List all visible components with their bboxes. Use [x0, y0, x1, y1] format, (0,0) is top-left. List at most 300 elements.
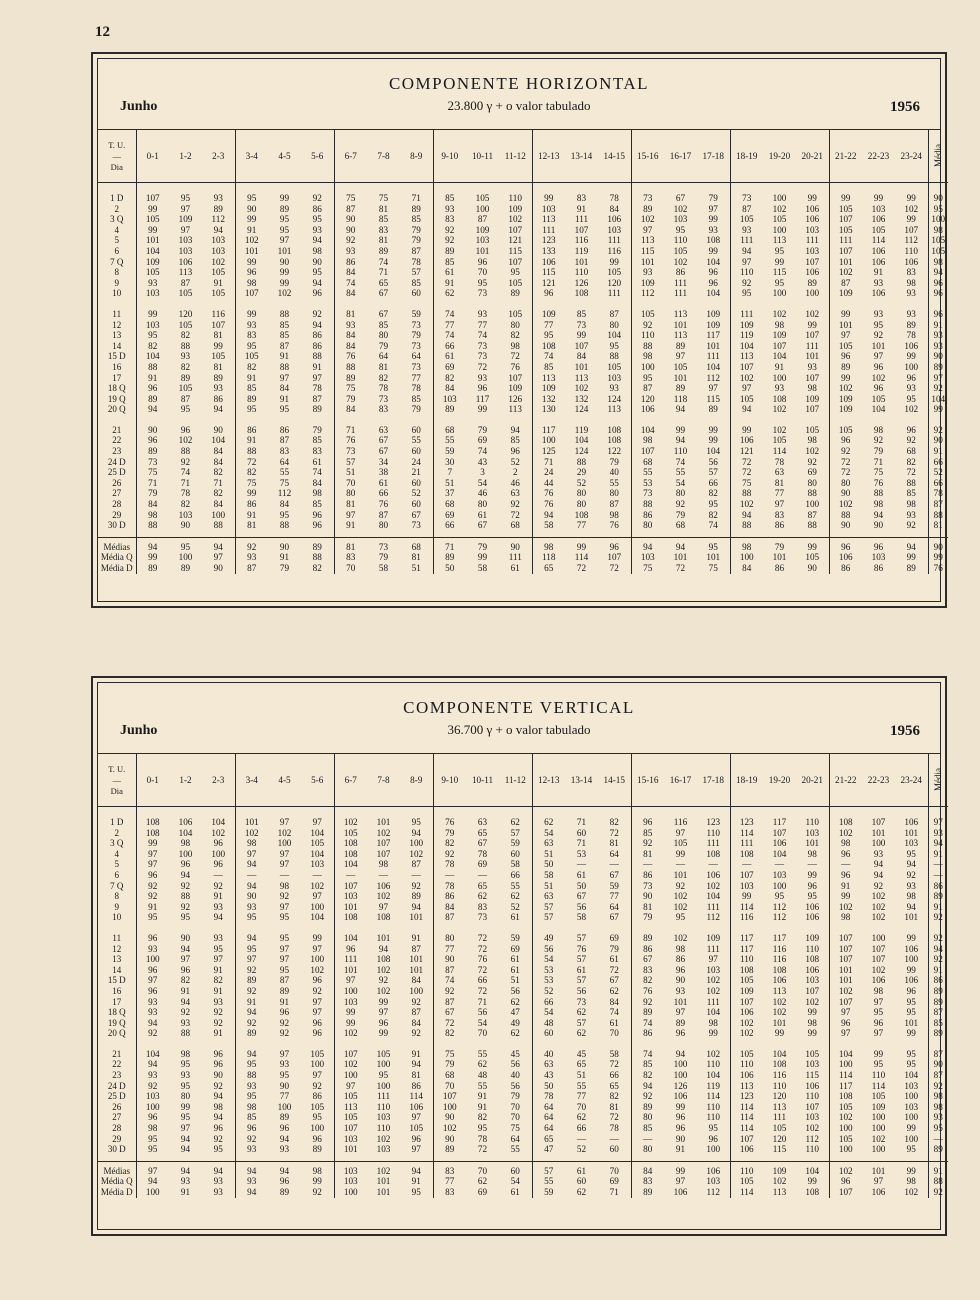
day-label: 19 Q	[107, 1017, 126, 1028]
value-cell: 82	[180, 361, 191, 372]
hour-column-header: 9-10	[433, 754, 466, 807]
value-cell: 90	[136, 425, 169, 436]
value-cell: 87	[312, 393, 322, 404]
value-cell: 103	[433, 394, 466, 405]
value-cell: 99	[807, 541, 817, 552]
value-cell: 79	[774, 541, 785, 552]
gap-cell	[136, 1039, 169, 1049]
value-cell: 100	[829, 1144, 862, 1155]
value-cell: 105	[508, 308, 523, 319]
day-label: 28	[112, 499, 122, 510]
value-cell: 78	[906, 330, 916, 341]
value-cell: 99	[312, 932, 322, 943]
value-cell: —	[213, 869, 223, 880]
value-cell: 46	[477, 488, 488, 499]
value-cell: 54	[510, 1176, 520, 1187]
value-cell: 102	[772, 308, 787, 319]
mean-cell: 99	[928, 404, 948, 415]
value-cell: 108	[805, 1187, 820, 1197]
day-row	[98, 975, 948, 986]
value-cell: 98	[873, 499, 884, 510]
value-cell: 95	[180, 1059, 191, 1070]
gap-cell	[98, 1039, 136, 1049]
value-cell: 104	[136, 351, 169, 362]
value-cell: 108	[829, 1091, 862, 1102]
mean-cell: 96	[928, 288, 948, 299]
value-cell: 108	[376, 954, 391, 965]
day-row	[98, 828, 948, 839]
value-cell: 109	[178, 214, 193, 225]
value-cell: 99	[829, 309, 862, 320]
value-cell: 62	[477, 1176, 488, 1187]
value-cell: 91	[235, 435, 268, 446]
value-cell: 55	[433, 435, 466, 446]
value-cell: 99	[807, 319, 817, 330]
value-cell: 73	[631, 193, 664, 204]
value-cell: 72	[609, 1059, 619, 1070]
gap-cell	[895, 923, 928, 933]
value-cell: 121	[508, 235, 523, 246]
gap-cell	[433, 299, 466, 309]
value-cell: 93	[180, 351, 191, 362]
value-cell: 120	[772, 1133, 787, 1144]
value-cell: 93	[873, 277, 884, 288]
mean-cell: 86	[928, 881, 948, 892]
value-cell: 99	[235, 488, 268, 499]
value-cell: 92	[235, 986, 268, 997]
gap-cell	[763, 923, 796, 933]
value-cell: 102	[805, 996, 820, 1007]
value-cell: 87	[411, 245, 421, 256]
value-cell: 110	[805, 817, 819, 827]
value-cell: 102	[829, 828, 862, 839]
value-cell: 88	[213, 520, 223, 531]
value-cell: 89	[180, 563, 191, 573]
value-cell: 106	[631, 404, 664, 415]
value-cell: 106	[409, 1101, 424, 1112]
value-cell: 110	[772, 1080, 787, 1091]
value-cell: 102	[673, 891, 688, 902]
value-cell: 49	[510, 1017, 520, 1028]
value-cell: 87	[279, 975, 290, 986]
value-cell: 100	[673, 1070, 688, 1081]
value-cell: 55	[576, 1080, 587, 1091]
mean-cell: 78	[928, 488, 948, 499]
value-cell: 100	[871, 1112, 886, 1123]
value-cell: 73	[378, 393, 389, 404]
value-cell: 133	[532, 246, 565, 257]
value-cell: 108	[772, 1059, 787, 1070]
gap-cell	[334, 923, 367, 933]
value-cell: 94	[235, 1187, 268, 1198]
value-cell: 110	[730, 954, 763, 965]
hour-column-header: 15-16	[631, 754, 664, 807]
value-cell: 103	[772, 869, 787, 880]
value-cell: 63	[477, 817, 488, 827]
value-cell: 82	[180, 330, 191, 341]
value-cell: 95	[279, 509, 290, 520]
value-cell: 99	[334, 1018, 367, 1029]
value-cell: 92	[213, 1017, 223, 1028]
value-cell: 96	[873, 541, 884, 552]
value-cell: 94	[312, 235, 322, 246]
value-cell: 80	[576, 488, 587, 499]
value-cell: 101	[829, 257, 862, 268]
hour-column-header: 17-18	[697, 754, 730, 807]
value-cell: 87	[378, 509, 389, 520]
value-cell: 106	[730, 1070, 763, 1081]
day-label: 6	[114, 245, 119, 256]
value-cell: 68	[433, 425, 466, 436]
value-cell: 111	[772, 1112, 787, 1123]
value-cell: —	[411, 869, 421, 880]
value-cell: 121	[730, 446, 763, 457]
value-cell: 102	[376, 827, 391, 838]
gap-cell	[598, 415, 631, 425]
value-cell: 92	[730, 278, 763, 289]
day-label: 14	[112, 964, 122, 975]
value-cell: 61	[433, 267, 466, 278]
value-cell: 108	[136, 817, 169, 828]
value-cell: 97	[873, 351, 884, 362]
value-cell: 103	[211, 245, 226, 256]
value-cell: 90	[213, 563, 223, 573]
gap-cell	[730, 923, 763, 933]
value-cell: 105	[805, 1048, 820, 1059]
value-cell: —	[477, 869, 488, 880]
value-cell: 90	[180, 932, 191, 943]
value-cell: 94	[532, 510, 565, 521]
value-cell: 101	[805, 351, 820, 362]
value-cell: 102	[334, 817, 367, 828]
value-cell: 94	[411, 827, 421, 838]
value-cell: 100	[772, 372, 787, 383]
value-cell: 108	[607, 435, 622, 446]
value-cell: 120	[772, 1091, 787, 1102]
day-row	[98, 1018, 948, 1029]
value-cell: 58	[378, 563, 389, 573]
value-cell: 102	[730, 499, 763, 510]
gap-cell	[268, 299, 301, 309]
day-label: 24 D	[107, 1080, 126, 1091]
value-cell: 110	[805, 1091, 819, 1102]
gap-cell	[829, 183, 862, 194]
value-cell: 97	[631, 225, 664, 236]
value-cell: 98	[312, 488, 322, 499]
value-cell: —	[730, 859, 763, 870]
value-cell: 89	[235, 1028, 268, 1039]
day-row	[98, 1081, 948, 1092]
value-cell: 95	[180, 541, 191, 552]
hour-column-header: 8-9	[400, 130, 433, 183]
value-cell: 92	[312, 1080, 322, 1091]
value-cell: 111	[706, 838, 720, 849]
value-cell: 104	[310, 848, 325, 859]
value-cell: 109	[829, 404, 862, 415]
value-cell: 96	[675, 1028, 686, 1039]
value-cell: 54	[532, 1007, 565, 1018]
value-cell: 106	[871, 975, 886, 986]
value-cell: 103	[673, 214, 688, 225]
hour-column-header: 19-20	[763, 754, 796, 807]
value-cell: 51	[510, 975, 520, 986]
value-cell: 97	[312, 996, 322, 1007]
value-cell: 97	[829, 330, 862, 341]
value-cell: 72	[906, 467, 916, 478]
gap-cell	[796, 299, 829, 309]
mean-cell: 66	[928, 478, 948, 489]
value-cell: 94	[235, 933, 268, 944]
value-cell: 92	[213, 1133, 223, 1144]
value-cell: 71	[609, 1187, 619, 1197]
value-cell: 64	[279, 456, 290, 467]
value-cell: —	[312, 869, 322, 880]
value-cell: 117	[532, 425, 565, 436]
day-row	[98, 488, 948, 499]
value-cell: 113	[532, 214, 565, 225]
value-cell: 82	[213, 467, 223, 478]
gap-cell	[763, 1039, 796, 1049]
value-cell: 92	[136, 891, 169, 902]
value-cell: 117	[730, 933, 763, 944]
row-gap	[98, 415, 948, 425]
value-cell: 88	[136, 520, 169, 531]
value-cell: 67	[477, 838, 488, 849]
value-cell: 113	[772, 1101, 787, 1112]
value-cell: 98	[136, 510, 169, 521]
value-cell: 60	[510, 848, 520, 859]
value-cell: 100	[136, 954, 169, 965]
value-cell: 74	[433, 330, 466, 341]
value-cell: 82	[510, 330, 520, 341]
value-cell: 53	[631, 478, 664, 489]
value-cell: —	[279, 869, 290, 880]
value-cell: 95	[279, 214, 290, 225]
value-cell: 62	[477, 1059, 488, 1070]
value-cell: 104	[871, 404, 886, 415]
value-cell: 108	[772, 393, 787, 404]
value-cell: 101	[706, 340, 721, 351]
table-header	[98, 130, 948, 183]
value-cell: 73	[477, 340, 488, 351]
value-cell: 88	[906, 477, 916, 488]
value-cell: 94	[213, 224, 223, 235]
value-cell: 96	[708, 277, 718, 288]
value-cell: 105	[730, 394, 763, 405]
value-cell: 88	[730, 520, 763, 531]
day-label: 17	[112, 372, 122, 383]
value-cell: 87	[411, 943, 421, 954]
value-cell: 72	[510, 351, 520, 362]
day-label: 10	[112, 912, 122, 923]
value-cell: 81	[235, 520, 268, 531]
day-row	[98, 225, 948, 236]
value-cell: 124	[574, 446, 589, 457]
value-cell: 109	[508, 383, 523, 394]
value-cell: 87	[631, 383, 664, 394]
gap-cell	[598, 807, 631, 818]
mean-cell: 91	[928, 1166, 948, 1177]
value-cell: 83	[433, 1187, 466, 1198]
value-cell: 94	[631, 1081, 664, 1092]
value-cell: 102	[376, 1165, 391, 1176]
value-cell: 109	[805, 393, 820, 404]
value-cell: 101	[235, 246, 268, 257]
value-cell: 76	[631, 986, 664, 997]
value-cell: 90	[829, 488, 862, 499]
value-cell: 94	[180, 996, 191, 1007]
value-cell: 70	[477, 1028, 488, 1039]
value-cell: 102	[730, 1028, 763, 1039]
value-cell: 62	[609, 985, 619, 996]
value-cell: 107	[136, 193, 169, 204]
value-cell: 97	[136, 849, 169, 860]
value-cell: 109	[829, 394, 862, 405]
value-cell: 105	[829, 204, 862, 215]
value-cell: 66	[433, 341, 466, 352]
value-cell: 86	[334, 257, 367, 268]
value-cell: 105	[772, 214, 787, 225]
value-cell: 93	[774, 383, 785, 394]
value-cell: 96	[235, 267, 268, 278]
mean-cell: 90	[928, 193, 948, 204]
mean-cell: 81	[928, 520, 948, 531]
value-cell: 66	[510, 869, 520, 880]
value-cell: 97	[873, 996, 884, 1007]
value-cell: 90	[631, 891, 664, 902]
vertical-component-panel	[91, 676, 947, 1236]
value-cell: 105	[673, 361, 688, 372]
value-cell: 97	[213, 954, 223, 965]
day-label: 6	[114, 869, 119, 880]
value-cell: 99	[477, 552, 488, 563]
value-cell: 94	[235, 881, 268, 892]
gap-cell	[697, 807, 730, 818]
gap-cell	[895, 415, 928, 425]
value-cell: 101	[904, 1017, 919, 1028]
value-cell: 90	[675, 1133, 686, 1144]
gap-cell	[730, 807, 763, 818]
value-cell: 101	[829, 320, 862, 331]
value-cell: 84	[433, 902, 466, 913]
value-cell: 90	[279, 541, 290, 552]
value-cell: 73	[411, 319, 421, 330]
value-cell: 105	[673, 245, 688, 256]
value-cell: 107	[508, 256, 523, 267]
value-cell: 92	[235, 1134, 268, 1145]
value-cell: 100	[277, 838, 292, 849]
value-cell: 78	[532, 1091, 565, 1102]
value-cell: 97	[235, 849, 268, 860]
value-cell: 107	[772, 340, 787, 351]
value-cell: 95	[235, 1091, 268, 1102]
value-cell: 93	[477, 308, 488, 319]
value-cell: 63	[378, 424, 389, 435]
value-cell: 79	[378, 340, 389, 351]
hour-column-header: 11-12	[499, 754, 532, 807]
value-cell: 50	[532, 1081, 565, 1092]
value-cell: 57	[576, 1017, 587, 1028]
value-cell: 72	[730, 457, 763, 468]
value-cell: 87	[411, 859, 421, 870]
value-cell: 100	[772, 193, 787, 203]
gap-cell	[631, 1039, 664, 1049]
value-cell: 114	[730, 902, 763, 913]
value-cell: 97	[334, 1081, 367, 1092]
value-cell: 83	[906, 267, 916, 278]
value-cell: 80	[378, 520, 389, 531]
day-label: 1 D	[110, 193, 124, 203]
value-cell: 95	[675, 912, 686, 923]
hour-column-header: 5-6	[301, 130, 334, 183]
gap-cell	[433, 807, 466, 818]
value-cell: 79	[631, 912, 664, 923]
value-cell: 83	[378, 404, 389, 415]
gap-cell	[202, 807, 235, 818]
value-cell: 95	[675, 224, 686, 235]
value-cell: 95	[510, 267, 520, 278]
value-cell: 96	[631, 817, 664, 828]
value-cell: 109	[829, 288, 862, 299]
mean-cell: 92	[928, 1187, 948, 1198]
gap-cell	[598, 183, 631, 194]
value-cell: 99	[708, 245, 718, 256]
hour-column-header: 6-7	[334, 754, 367, 807]
value-cell: 112	[277, 488, 292, 499]
hour-column-header: 11-12	[499, 130, 532, 183]
value-cell: 103	[334, 1166, 367, 1177]
value-cell: 94	[180, 1133, 191, 1144]
value-cell: 104	[904, 1070, 919, 1081]
summary-row	[98, 1176, 948, 1187]
value-cell: 80	[433, 933, 466, 944]
value-cell: 98	[807, 435, 817, 446]
gap-cell	[796, 923, 829, 933]
value-cell: 43	[477, 456, 488, 467]
gap-cell	[895, 807, 928, 818]
value-cell: 103	[631, 552, 664, 563]
value-cell: 98	[730, 542, 763, 553]
value-cell: 81	[609, 1101, 619, 1112]
gap-cell	[598, 923, 631, 933]
value-cell: 40	[609, 467, 619, 478]
value-cell: 85	[235, 1112, 268, 1123]
value-cell: 65	[532, 1134, 565, 1145]
value-cell: 107	[607, 552, 622, 563]
value-cell: 104	[706, 256, 721, 267]
value-cell: 95	[312, 1112, 322, 1123]
value-cell: 68	[411, 541, 421, 552]
row-gap	[98, 299, 948, 309]
value-cell: 101	[376, 1176, 391, 1187]
value-cell: 119	[574, 245, 589, 256]
value-cell: 90	[829, 520, 862, 531]
value-cell: 91	[411, 1048, 421, 1059]
value-cell: 99	[576, 330, 587, 341]
value-cell: 112	[805, 1133, 819, 1144]
value-cell: 95	[906, 848, 916, 859]
value-cell: 91	[213, 964, 223, 975]
value-cell: 110	[508, 193, 522, 203]
value-cell: 96	[213, 1048, 223, 1059]
hour-column-header: 19-20	[763, 130, 796, 183]
gap-cell	[532, 923, 565, 933]
gap-cell	[367, 415, 400, 425]
mean-cell: 93	[928, 828, 948, 839]
value-cell: 81	[609, 838, 619, 849]
value-cell: 79	[609, 943, 619, 954]
value-cell: 61	[510, 1187, 520, 1197]
